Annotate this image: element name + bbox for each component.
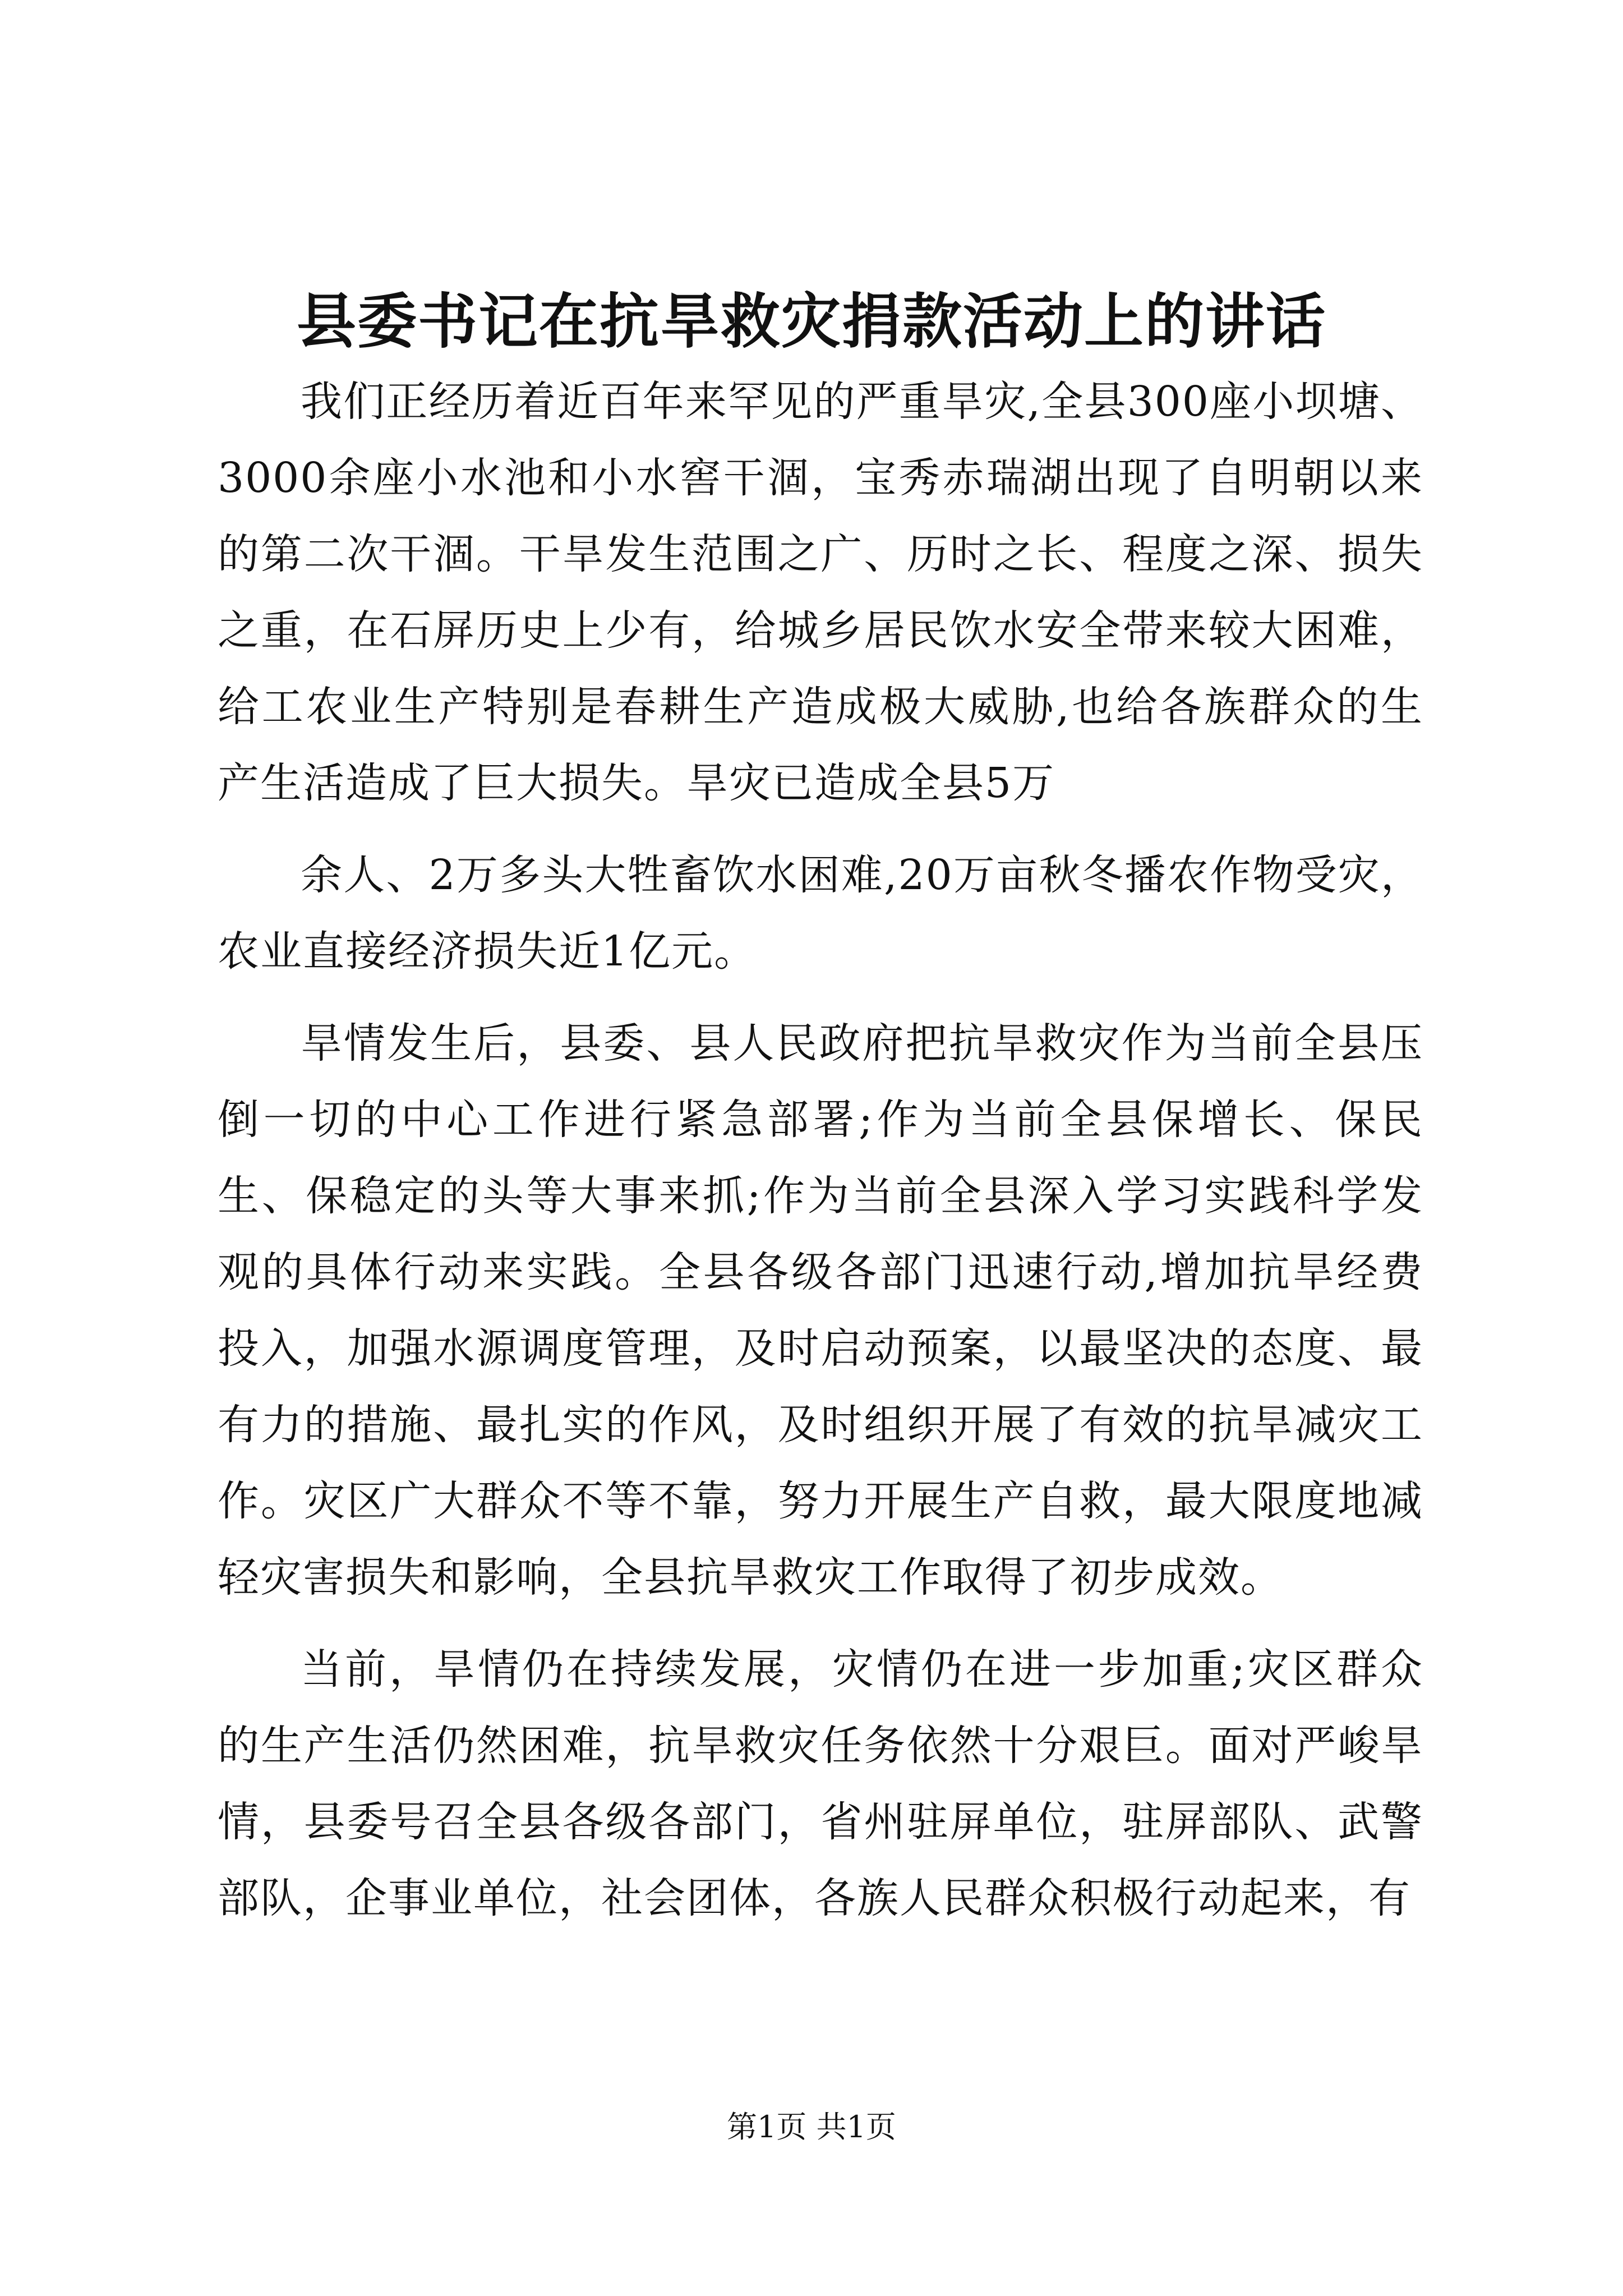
- paragraph-4: 当前，旱情仍在持续发展，灾情仍在进一步加重;灾区群众的生产生活仍然困难，抗旱救灾任务依然十分艰巨。面对严峻旱情，县委号召全县各级各部门，省州驻屏单位，驻屏部队、武警部队，企事业单位，社会团体，各族人民群众积极行动起来，有: [218, 1645, 1423, 1922]
- document-body: [218, 364, 1423, 1936]
- paragraph-2: 余人、2万多头大牲畜饮水困难,20万亩秋冬播农作物受灾，农业直接经济损失近1亿元。: [218, 851, 1423, 976]
- paragraph-3: 旱情发生后，县委、县人民政府把抗旱救灾作为当前全县压倒一切的中心工作进行紧急部署;作为当前全县保增长、保民生、保稳定的头等大事来抓;作为当前全县深入学习实践科学发观的具体行动来实践。全县各级各部门迅速行动,增加抗旱经费投入，加强水源调度管理，及时启动预案，以最坚决的态度、最有力的措施、最扎实的作风，及时组织开展了有效的抗旱减灾工作。灾区广大群众不等不靠，努力开展生产自救，最大限度地减轻灾害损失和影响，全县抗旱救灾工作取得了初步成效。: [218, 1019, 1423, 1602]
- paragraph-1: 我们正经历着近百年来罕见的严重旱灾,全县300座小坝塘、3000余座小水池和小水窖干涸，宝秀赤瑞湖出现了自明朝以来的第二次干涸。干旱发生范围之广、历时之长、程度之深、损失之重，在石屏历史上少有，给城乡居民饮水安全带来较大困难，给工农业生产特别是春耕生产造成极大威胁,也给各族群众的生产生活造成了巨大损失。旱灾已造成全县5万: [218, 378, 1423, 807]
- document-title: 县委书记在抗旱救灾捐款活动上的讲话: [297, 286, 1326, 356]
- page-number-footer: 第1页 共1页: [727, 2109, 896, 2145]
